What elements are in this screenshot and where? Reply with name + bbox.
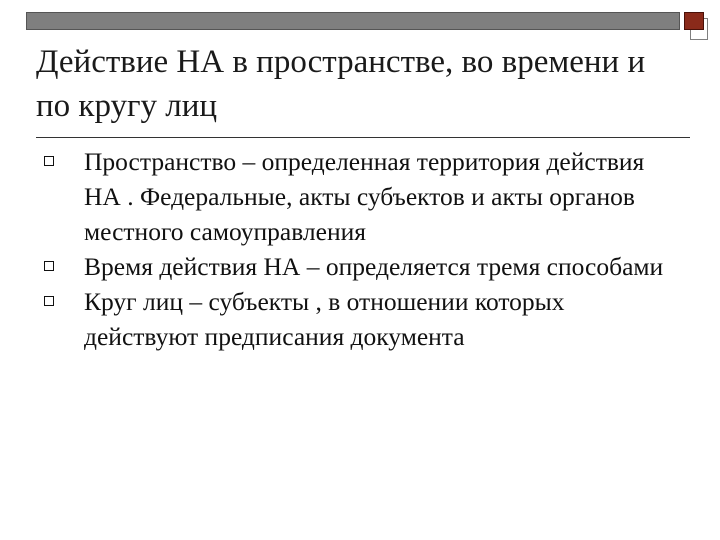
corner-filled-square	[684, 12, 704, 30]
header-bar	[26, 12, 680, 30]
bullet-item-time	[44, 249, 684, 284]
bullet-text: Круг лиц – субъекты , в отношении которых действуют предписания документа	[84, 287, 565, 351]
bullet-list	[44, 144, 684, 354]
bullet-text: Время действия НА – определяется тремя способами	[84, 252, 664, 281]
hollow-square-bullet-icon	[44, 296, 54, 306]
slide-title: Действие НА в пространстве, во времени и по кругу лиц	[36, 44, 646, 124]
bullet-item-space	[44, 144, 684, 249]
title-divider	[36, 137, 690, 138]
corner-squares-icon	[684, 12, 712, 42]
hollow-square-bullet-icon	[44, 261, 54, 271]
hollow-square-bullet-icon	[44, 156, 54, 166]
bullet-item-persons	[44, 284, 684, 354]
bullet-text: Пространство – определенная территория действия НА . Федеральные, акты субъектов и акты органов местного самоуправления	[84, 147, 645, 246]
